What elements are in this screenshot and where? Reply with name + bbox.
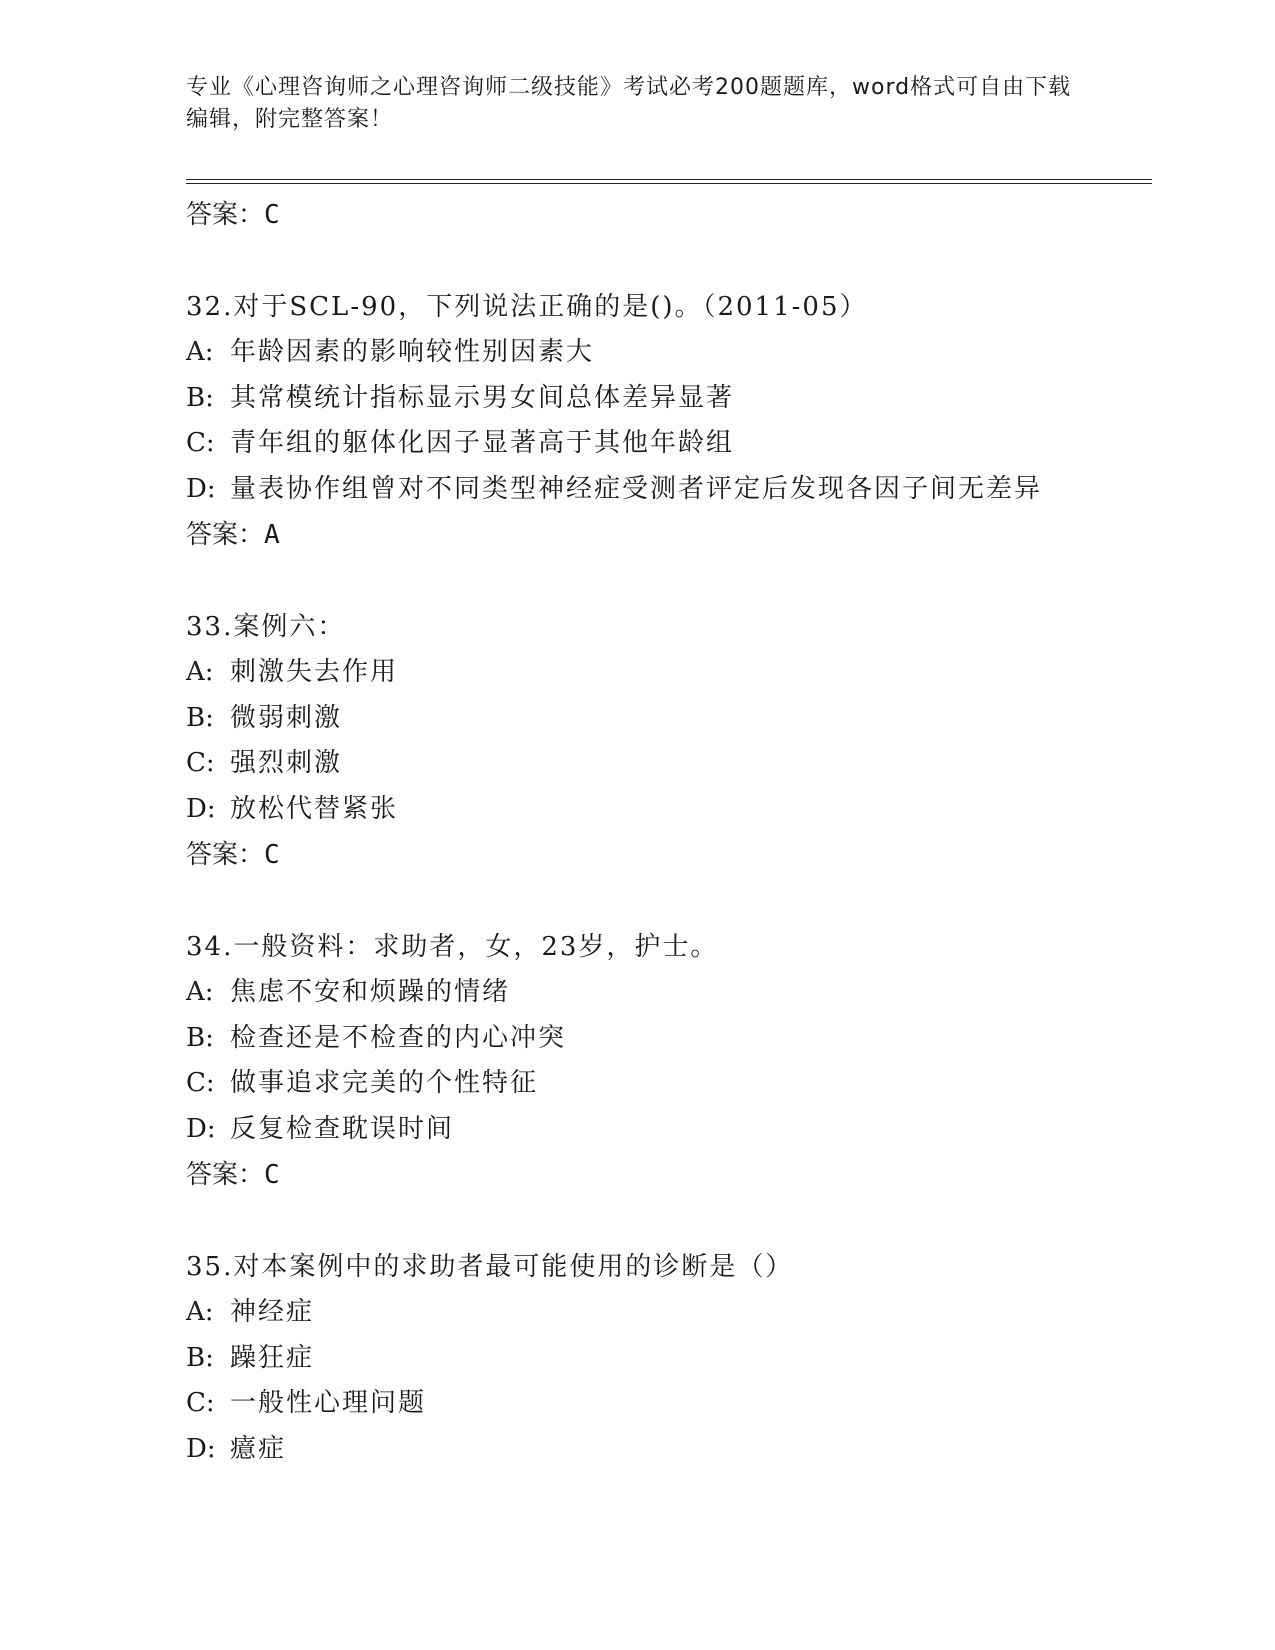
option-letter: D: [186,793,216,824]
option-row [186,970,1146,1016]
option-row [186,1061,1146,1107]
option-text: 焦虑不安和烦躁的情绪 [230,977,511,1007]
option-row [186,650,1146,696]
option-text: 神经症 [230,1297,315,1327]
answer-label: 答案： [186,200,265,230]
option-letter: A: [186,1297,214,1327]
option-text: 一般性心理问题 [230,1388,427,1418]
answer-value: A [264,520,280,550]
answer-value: C [264,1160,280,1190]
option-row [186,741,1146,787]
question-stem: 32.对于SCL-90，下列说法正确的是()。（2011-05） [186,292,868,322]
answer-value: C [264,840,280,870]
option-text: 量表协作组曾对不同类型神经症受测者评定后发现各因子间无差异 [230,473,1043,504]
answer-line [186,832,1146,878]
option-row [186,1107,1146,1153]
spacer [186,238,1146,284]
option-row [186,467,1146,513]
spacer [186,878,1146,924]
document-header: 专业《心理咨询师之心理咨询师二级技能》考试必考200题题库，word格式可自由下载编辑，附完整答案！ [186,75,1072,132]
option-letter: D: [186,1433,216,1464]
option-row [186,1381,1146,1427]
option-text: 反复检查耽误时间 [230,1113,455,1144]
option-letter: C: [186,1388,215,1418]
question-stem: 34.一般资料：求助者，女，23岁，护士。 [186,932,719,962]
option-text: 放松代替紧张 [230,793,399,824]
option-letter: B: [186,702,214,733]
option-text: 做事追求完美的个性特征 [230,1068,539,1098]
option-text: 癔症 [230,1433,287,1464]
option-text: 检查还是不检查的内心冲突 [230,1022,567,1053]
answer-line [186,512,1146,558]
option-text: 躁狂症 [230,1342,315,1373]
option-row [186,376,1146,422]
option-letter: D: [186,473,216,504]
option-text: 强烈刺激 [230,748,343,778]
question-stem: 33.案例六： [186,612,346,642]
option-row [186,696,1146,742]
option-text: 其常模统计指标显示男女间总体差异显著 [230,382,735,413]
option-row [186,330,1146,376]
option-row [186,787,1146,833]
answer-value: C [264,200,280,230]
option-letter: B: [186,382,214,413]
option-letter: A: [186,337,214,367]
spacer [186,1198,1146,1244]
spacer [186,558,1146,604]
option-text: 青年组的躯体化因子显著高于其他年龄组 [230,428,735,458]
option-row [186,1290,1146,1336]
answer-label: 答案： [186,1160,265,1190]
option-letter: B: [186,1022,214,1053]
answer-line [186,192,1146,238]
option-letter: A: [186,977,214,1007]
option-letter: C: [186,748,215,778]
answer-line [186,1152,1146,1198]
header-divider-bottom [186,183,1152,184]
answer-label: 答案： [186,520,265,550]
question-stem: 35.对本案例中的求助者最可能使用的诊断是（） [186,1252,794,1282]
option-letter: D: [186,1113,216,1144]
option-text: 刺激失去作用 [230,657,399,687]
option-letter: B: [186,1342,214,1373]
option-text: 年龄因素的影响较性别因素大 [230,337,595,367]
option-letter: C: [186,428,215,458]
option-text: 微弱刺激 [230,702,343,733]
option-row [186,1336,1146,1382]
option-letter: C: [186,1068,215,1098]
option-row [186,1016,1146,1062]
option-letter: A: [186,657,214,687]
option-row [186,1427,1146,1473]
option-row [186,421,1146,467]
answer-label: 答案： [186,840,265,870]
header-divider-top [186,179,1152,180]
question-list [186,192,1146,1472]
